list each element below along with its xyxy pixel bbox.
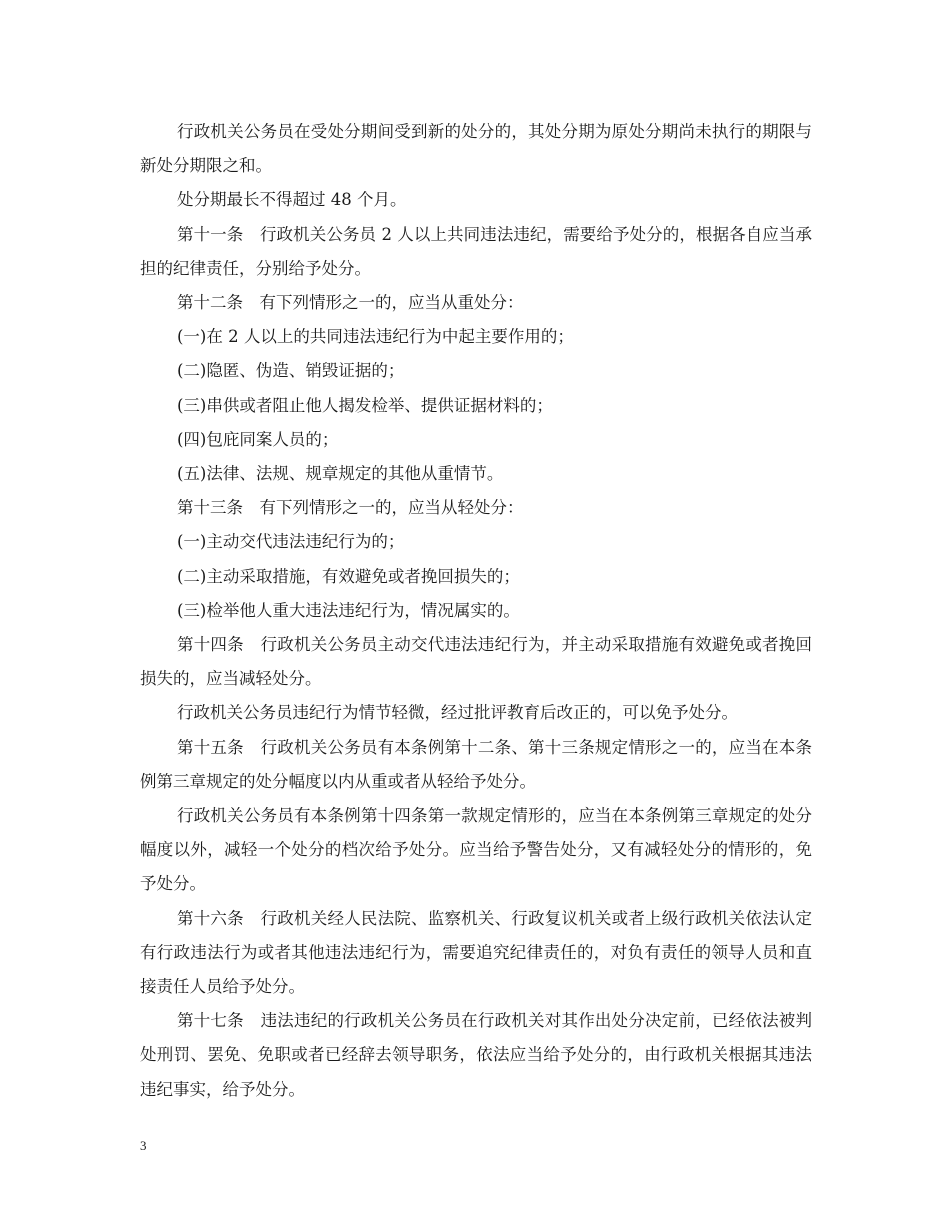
- article-14-paragraph-2: 行政机关公务员违纪行为情节轻微，经过批评教育后改正的，可以免予处分。: [177, 703, 738, 723]
- article-15-paragraph-2: 行政机关公务员有本条例第十四条第一款规定情形的，应当在本条例第三章规定的处分幅度以外，减轻一个处分的档次给予处分。应当给予警告处分，又有减轻处分的情形的，免予处分。: [140, 806, 812, 894]
- article-12-item-1: (一)在 2 人以上的共同违法违纪行为中起主要作用的；: [177, 327, 574, 347]
- article-12: 第十二条 有下列情形之一的，应当从重处分：: [177, 293, 524, 313]
- article-13: 第十三条 有下列情形之一的，应当从轻处分：: [177, 498, 524, 518]
- article-14: 第十四条 行政机关公务员主动交代违法违纪行为，并主动采取措施有效避免或者挽回损失的，应当减轻处分。: [140, 635, 812, 689]
- paragraph-punishment-period-combined: 行政机关公务员在受处分期间受到新的处分的，其处分期为原处分期尚未执行的期限与新处分期限之和。: [140, 122, 812, 176]
- document-body: [140, 115, 812, 1107]
- article-13-item-3: (三)检举他人重大违法违纪行为，情况属实的。: [177, 600, 520, 620]
- article-17: 第十七条 违法违纪的行政机关公务员在行政机关对其作出处分决定前，已经依法被判处刑罚、罢免、免职或者已经辞去领导职务，依法应当给予处分的，由行政机关根据其违法违纪事实，给予处分。: [140, 1011, 812, 1099]
- article-15: 第十五条 行政机关公务员有本条例第十二条、第十三条规定情形之一的，应当在本条例第三章规定的处分幅度以内从重或者从轻给予处分。: [140, 737, 812, 791]
- article-11: 第十一条 行政机关公务员 2 人以上共同违法违纪，需要给予处分的，根据各自应当承担的纪律责任，分别给予处分。: [140, 224, 812, 278]
- article-16: 第十六条 行政机关经人民法院、监察机关、行政复议机关或者上级行政机关依法认定有行政违法行为或者其他违法违纪行为，需要追究纪律责任的，对负有责任的领导人员和直接责任人员给予处分。: [140, 908, 812, 997]
- article-12-item-3: (三)串供或者阻止他人揭发检举、提供证据材料的；: [177, 395, 553, 415]
- article-12-item-4: (四)包庇同案人员的；: [177, 429, 339, 449]
- page-number: 3: [140, 1138, 147, 1153]
- article-12-item-5: (五)法律、法规、规章规定的其他从重情节。: [177, 464, 504, 484]
- article-12-item-2: (二)隐匿、伪造、销毁证据的；: [177, 361, 405, 381]
- article-13-item-1: (一)主动交代违法违纪行为的；: [177, 532, 405, 552]
- article-13-item-2: (二)主动采取措施，有效避免或者挽回损失的；: [177, 566, 520, 586]
- paragraph-max-punishment-period: 处分期最长不得超过 48 个月。: [177, 190, 407, 210]
